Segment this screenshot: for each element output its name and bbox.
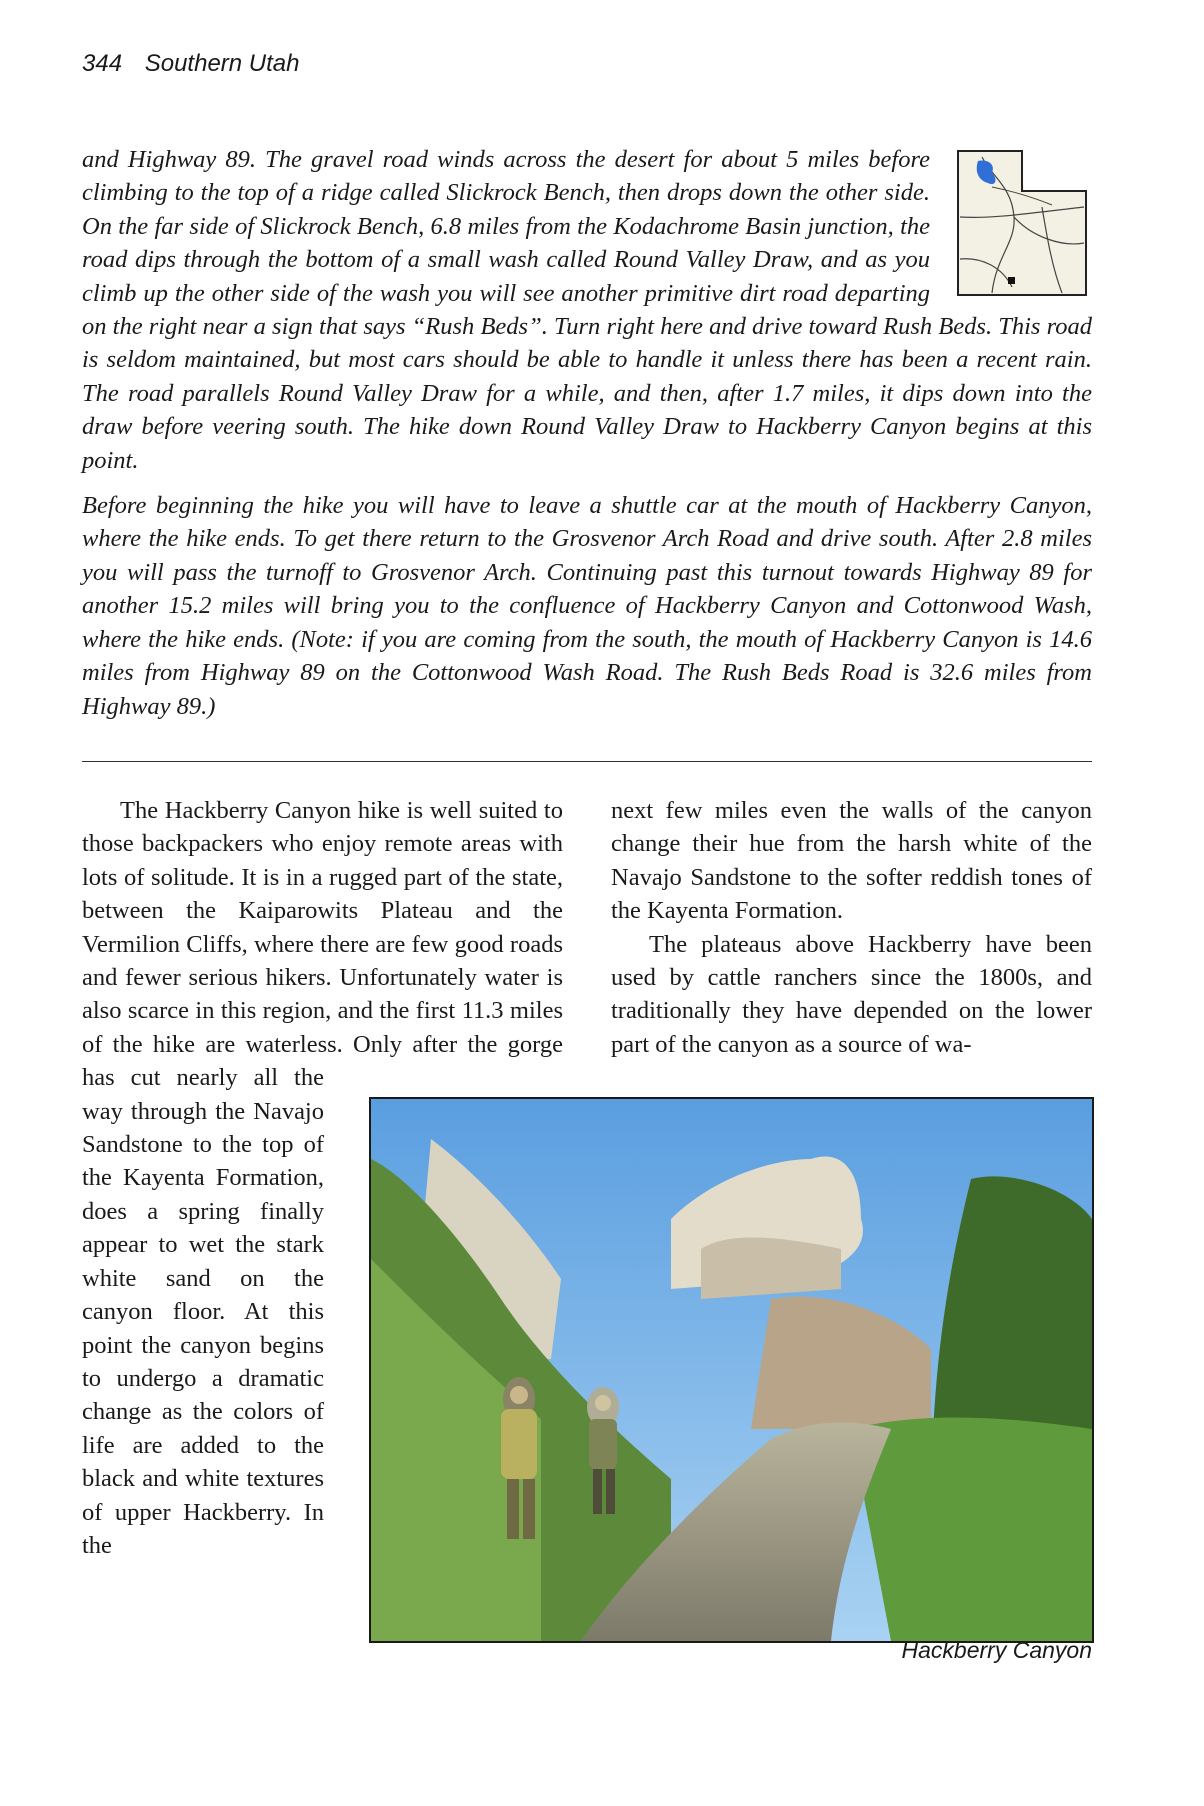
section-divider	[82, 761, 1092, 762]
hackberry-canyon-photo	[369, 1097, 1094, 1643]
utah-locator-map-icon	[952, 147, 1092, 299]
running-header	[82, 50, 300, 78]
running-title: Southern Utah	[144, 50, 300, 77]
intro-paragraph-2: Before beginning the hike you will have to leave a shuttle car at the mouth of Hackberry Canyon, where the hike ends. To get there return to the Grosvenor Arch Road and drive south. After 2.8 miles you will pass the turnoff to Grosvenor Arch. Continuing past this turnout towards Highway 89 for another 15.2 miles will bring you to the confluence of Hackberry Canyon and Cottonwood Wash, where the hike ends. (Note: if you are coming from the south, the mouth of Hackberry Canyon is 14.6 miles from Highway 89 on the Cottonwood Wash Road. The Rush Beds Road is 32.6 miles from Highway 89.)	[82, 492, 1092, 720]
right-paragraph-2: The plateaus above Hackberry have been used by cattle ranchers since the 1800s, and traditionally they have depended on the lower part of the canyon as a source of wa-	[611, 930, 1092, 1058]
driving-directions	[82, 143, 1092, 723]
left-paragraph: The Hackberry Canyon hike is well suited to those backpackers who enjoy remote areas with lots of solitude. It is in a rugged part of the state, between the Kaiparowits Plateau and the Vermilion Cliffs, where there are few good roads and fewer serious hikers. Unfortunately water is also scarce in this region, and the first 11.3 miles of the hike are waterless. Only after the gorge has cut nearly all the way through the Navajo Sandstone to the top of the Kayenta Formation, does a spring finally appear to wet the stark white sand on the canyon floor. At this point the canyon begins to undergo a dramatic change as the colors of life are added to the black and white textures of upper Hackberry. In the	[82, 797, 563, 1559]
photo-caption: Hackberry Canyon	[901, 1637, 1092, 1663]
intro-paragraph-1: and Highway 89. The gravel road winds across the desert for about 5 miles before climbing to the top of a ridge called Slickrock Bench, then drops down the other side. On the far side of Slickrock Bench, 6.8 miles from the Kodachrome Basin junction, the road dips through the bottom of a small wash called Round Valley Draw, and as you climb up the other side of the wash you will see another primitive dirt road departing on the right near a sign that says “Rush Beds”. Turn right here and drive toward Rush Beds. This road is seldom maintained, but most cars should be able to handle it unless there has been a recent rain. The road parallels Round Valley Draw for a while, and then, after 1.7 miles, it dips down into the draw before veering south. The hike down Round Valley Draw to Hackberry Canyon begins at this point.	[82, 146, 1092, 474]
right-paragraph-1: next few miles even the walls of the canyon change their hue from the harsh white of the Navajo Sandstone to the softer reddish tones of the Kayenta Formation.	[611, 797, 1092, 925]
right-column	[611, 794, 1092, 1061]
page-number: 344	[82, 50, 123, 77]
